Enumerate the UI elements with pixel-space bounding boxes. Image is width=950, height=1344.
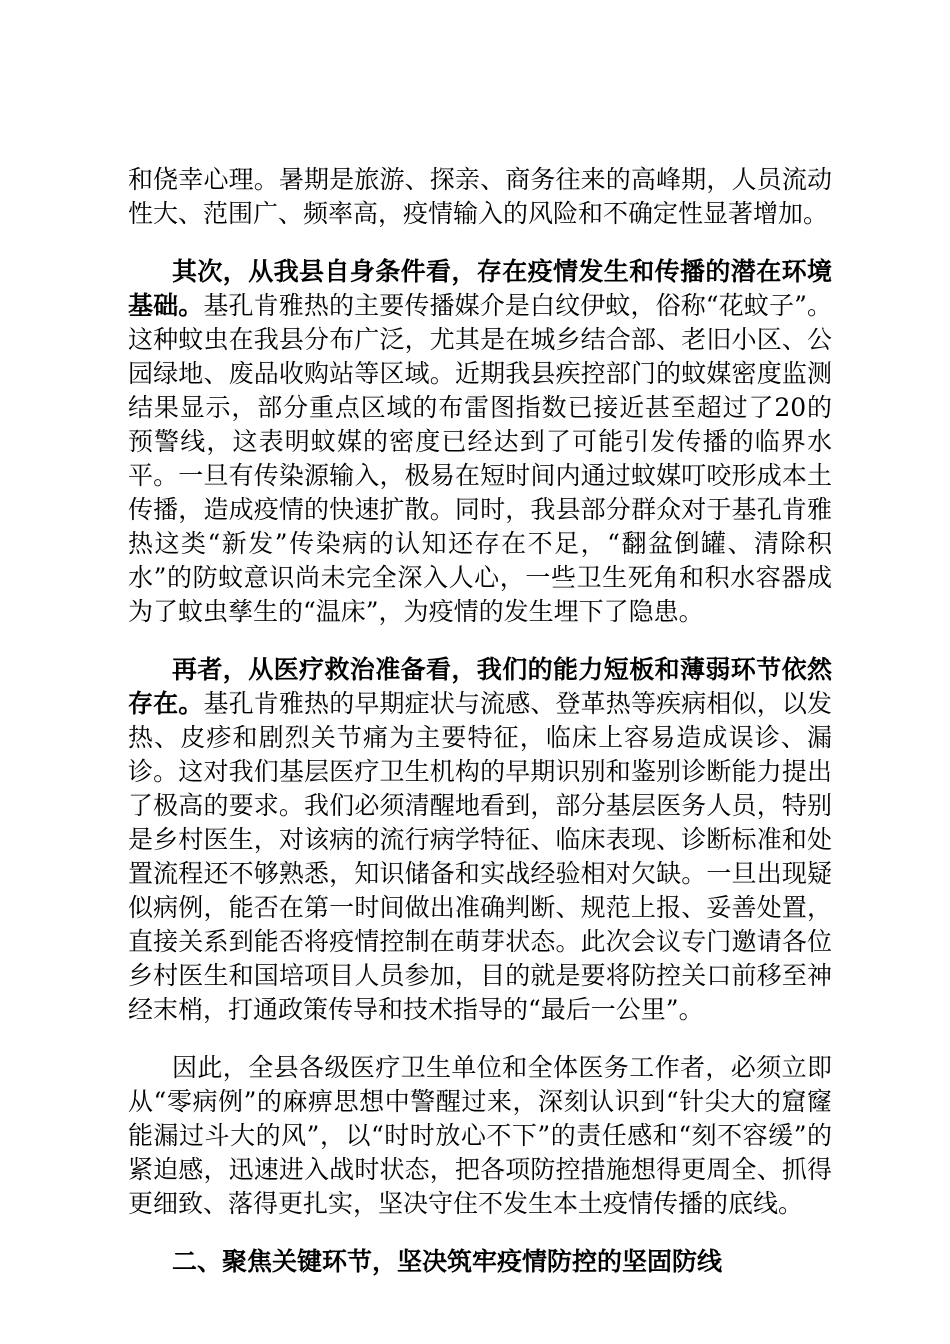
section-heading: 二、聚焦关键环节，坚决筑牢疫情防控的坚固防线 — [172, 1247, 723, 1276]
paragraph-lead-sentence: 再者，从医疗救治准备看，我们的能力短板和薄弱环节依然存在。 — [128, 655, 832, 718]
paragraph-text: 基孔肯雅热的主要传播媒介是白纹伊蚊，俗称“花蚊子”。这种蚊虫在我县分布广泛，尤其是在城乡结合部、老旧小区、公园绿地、废品收购站等区域。近期我县疾控部门的蚊媒密度监测结果显示，部分重点区域的布雷图指数已接近甚至超过了20的预警线，这表明蚊媒的密度已经达到了可能引发传播的临界水平。一旦有传染源输入，极易在短时间内通过蚊媒叮咬形成本土传播，造成疫情的快速扩散。同时，我县部分群众对于基孔肯雅热这类“新发”传染病的认知还存在不足，“翻盆倒罐、清除积水”的防蚊意识尚未完全深入人心，一些卫生死角和积水容器成为了蚊虫孳生的“温床”，为疫情的发生埋下了隐患。 — [128, 291, 832, 626]
paragraph-text: 因此，全县各级医疗卫生单位和全体医务工作者，必须立即从“零病例”的麻痹思想中警醒过来，深刻认识到“针尖大的窟窿能漏过斗大的风”，以“时时放心不下”的责任感和“刻不容缓”的紧迫感，迅速进入战时状态，把各项防控措施想得更周全、抓得更细致、落得更扎实，坚决守住不发生本土疫情传播的底线。 — [128, 1053, 832, 1218]
paragraph-continuation — [128, 163, 832, 231]
document-body — [128, 163, 832, 1279]
paragraph-text: 和侥幸心理。暑期是旅游、探亲、商务往来的高峰期，人员流动性大、范围广、频率高，疫情输入的风险和不确定性显著增加。 — [128, 165, 832, 228]
paragraph-medical-readiness — [128, 653, 832, 1027]
paragraph-lead-sentence: 其次，从我县自身条件看，存在疫情发生和传播的潜在环境基础。 — [128, 257, 832, 320]
paragraph-text: 基孔肯雅热的早期症状与流感、登革热等疾病相似，以发热、皮疹和剧烈关节痛为主要特征，临床上容易造成误诊、漏诊。这对我们基层医疗卫生机构的早期识别和鉴别诊断能力提出了极高的要求。我们必须清醒地看到，部分基层医务人员，特别是乡村医生，对该病的流行病学特征、临床表现、诊断标准和处置流程还不够熟悉，知识储备和实战经验相对欠缺。一旦出现疑似病例，能否在第一时间做出准确判断、规范上报、妥善处置，直接关系到能否将疫情控制在萌芽状态。此次会议专门邀请各位乡村医生和国培项目人员参加，目的就是要将防控关口前移至神经末梢，打通政策传导和技术指导的“最后一公里”。 — [128, 689, 832, 1024]
paragraph-environment-risk — [128, 255, 832, 629]
paragraph-conclusion — [128, 1051, 832, 1221]
